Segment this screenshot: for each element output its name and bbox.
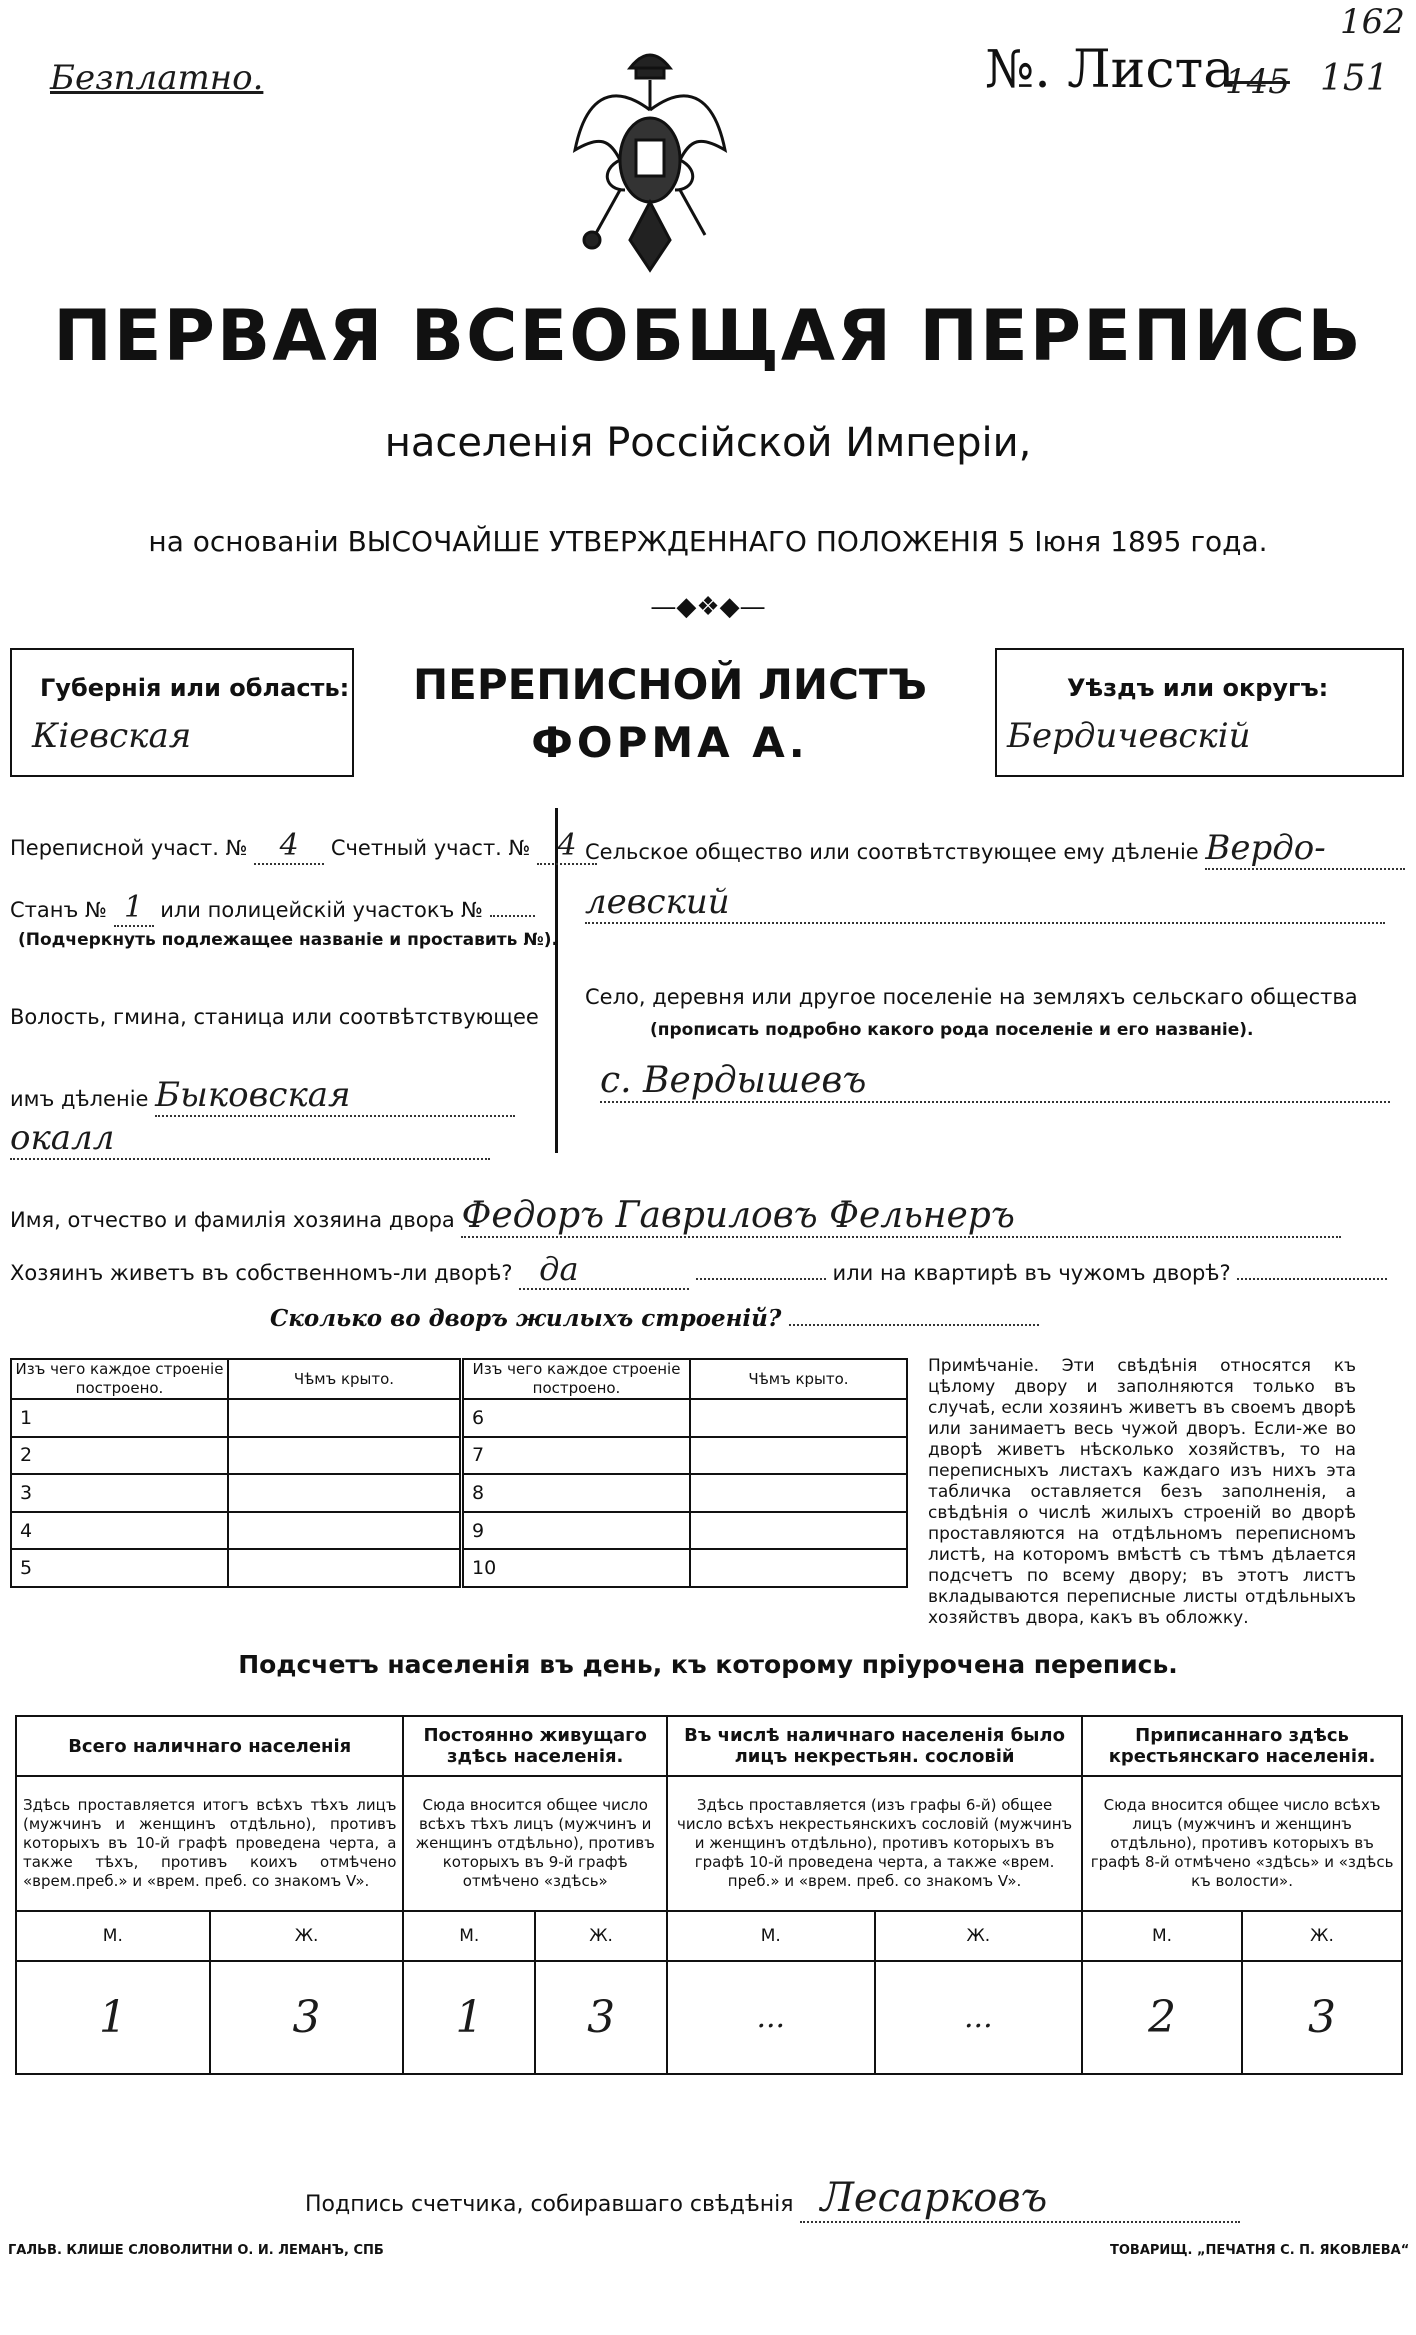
owner-name-label: Имя, отчество и фамилія хозяина двора xyxy=(10,1208,455,1232)
population-col-title: Постоянно живущаго здѣсь населенія. xyxy=(403,1716,667,1776)
census-area-row xyxy=(10,828,597,865)
sheet-number-crossed: 145 xyxy=(1225,62,1290,102)
population-value: ... xyxy=(667,1961,875,2074)
stan-value: 1 xyxy=(114,890,154,927)
stan-row xyxy=(10,890,535,927)
sheet-number-label: №. Листа xyxy=(985,40,1235,100)
village-value: с. Вердышевъ xyxy=(600,1060,1390,1103)
population-col-desc: Здѣсь проставляется (изъ графы 6-й) общее число всѣхъ некрестьянскихъ сословій (мужчинъ и женщинъ отдѣльно), противъ которыхъ въ графѣ 10-й проведена черта, а также «врем. преб.» и «врем. преб. со знакомъ V». xyxy=(667,1776,1082,1911)
society-value: Вердо- xyxy=(1205,828,1405,870)
stan-label: Станъ № xyxy=(10,898,107,922)
female-header: Ж. xyxy=(1242,1911,1402,1961)
village-label: Село, деревня или другое поселеніе на земляхъ сельскаго общества xyxy=(585,985,1358,1009)
signature-row xyxy=(305,2175,1240,2223)
stan-note: (Подчеркнуть подлежащее названіе и проставить №). xyxy=(18,930,558,950)
population-heading: Подсчетъ населенія въ день, къ которому пріурочена перепись. xyxy=(238,1650,1178,1679)
count-area-label: Счетный участ. № xyxy=(330,836,531,860)
province-box xyxy=(10,648,354,777)
division-label: имъ дѣленіе xyxy=(10,1087,149,1111)
sheet-number-value: 151 xyxy=(1320,58,1389,99)
corner-number: 162 xyxy=(1340,2,1405,42)
population-value: 2 xyxy=(1082,1961,1242,2074)
own-yard-value: да xyxy=(519,1250,689,1290)
building-row-num: 6 xyxy=(462,1399,691,1437)
rent-label: или на квартирѣ въ чужомъ дворѣ? xyxy=(832,1261,1231,1285)
page-title: ПЕРВАЯ ВСЕОБЩАЯ ПЕРЕПИСЬ xyxy=(53,295,1363,377)
buildings-header-roof: Чѣмъ крыто. xyxy=(228,1359,462,1399)
district-box xyxy=(995,648,1404,777)
population-col-desc: Здѣсь проставляется итогъ всѣхъ тѣхъ лицъ (мужчинъ и женщинъ отдѣльно), противъ которыхъ въ 10-й графѣ проведена черта, а также тѣхъ, противъ коихъ отмѣчено «врем.преб.» и «врем. преб. со знакомъ V». xyxy=(16,1776,403,1911)
district-label: Уѣздъ или округъ: xyxy=(1067,674,1329,702)
owner-name-row xyxy=(10,1195,1341,1238)
society-label: Сельское общество или соотвѣтствующее ему дѣленіе xyxy=(585,840,1199,864)
building-row-num: 1 xyxy=(11,1399,228,1437)
population-table xyxy=(15,1715,1403,2075)
census-area-value: 4 xyxy=(254,828,324,865)
building-row-num: 2 xyxy=(11,1437,228,1475)
buildings-note: Примѣчаніе. Эти свѣдѣнія относятся къ цѣлому двору и заполняются только въ случаѣ, если хозяинъ живетъ въ своемъ дворѣ или занимаетъ весь чужой дворъ. Если-же во дворѣ живетъ нѣсколько хозяйствъ, то на переписныхъ листахъ каждаго изъ нихъ эта табличка оставляется безъ заполненія, а свѣдѣнія о числѣ жилыхъ строеній во дворѣ проставляются на отдѣльномъ переписномъ листѣ, на которомъ вмѣстѣ съ тѣмъ дѣлается подсчетъ по всему двору; въ этотъ листъ вкладываются переписные листы отдѣльныхъ хозяйствъ двора, какъ въ обложку. xyxy=(928,1356,1356,1628)
province-label: Губернія или область: xyxy=(40,674,350,702)
building-row-num: 5 xyxy=(11,1549,228,1587)
female-header: Ж. xyxy=(210,1911,404,1961)
page-subtitle: населенія Россійской Имперіи, xyxy=(384,420,1032,466)
male-header: М. xyxy=(16,1911,210,1961)
signature-value: Лесарковъ xyxy=(800,2175,1240,2223)
population-col-title: Приписаннаго здѣсь крестьянскаго населенія. xyxy=(1082,1716,1402,1776)
female-header: Ж. xyxy=(875,1911,1083,1961)
building-row-num: 9 xyxy=(462,1512,691,1550)
population-value: 1 xyxy=(16,1961,210,2074)
male-header: М. xyxy=(667,1911,875,1961)
village-note: (прописать подробно какого рода поселеніе и его названіе). xyxy=(650,1020,1254,1040)
buildings-table xyxy=(10,1358,908,1588)
footer-right: ТОВАРИЩ. „ПЕЧАТНЯ С. П. ЯКОВЛЕВА“ xyxy=(1110,2243,1410,2258)
population-value: 1 xyxy=(403,1961,535,2074)
owner-name-value: Федоръ Гавриловъ Фельнеръ xyxy=(461,1195,1341,1238)
building-row-num: 3 xyxy=(11,1474,228,1512)
free-label: Безплатно. xyxy=(50,58,264,98)
buildings-header-material-2: Изъ чего каждое строеніе построено. xyxy=(462,1359,691,1399)
population-col-title: Въ числѣ наличнаго населенія было лицъ некрестьян. сословій xyxy=(667,1716,1082,1776)
division-row xyxy=(10,1075,515,1117)
census-area-label: Переписной участ. № xyxy=(10,836,248,860)
population-value: 3 xyxy=(1242,1961,1402,2074)
coat-of-arms-icon xyxy=(570,40,730,290)
division-value: Быковская xyxy=(155,1075,515,1117)
stan-rest: или полицейскій участокъ № xyxy=(160,898,483,922)
population-col-desc: Сюда вносится общее число всѣхъ тѣхъ лицъ (мужчинъ и женщинъ отдѣльно), противъ которыхъ въ 9-й графѣ отмѣчено «здѣсь» xyxy=(403,1776,667,1911)
population-value: 3 xyxy=(535,1961,667,2074)
buildings-row xyxy=(270,1305,1039,1332)
district-value: Бердичевскій xyxy=(1007,716,1251,756)
page-decree-line: на основаніи ВЫСОЧАЙШЕ УТВЕРЖДЕННАГО ПОЛОЖЕНІЯ 5 Іюня 1895 года. xyxy=(148,525,1268,558)
count-area-value: 4 xyxy=(537,828,597,865)
male-header: М. xyxy=(1082,1911,1242,1961)
building-row-num: 4 xyxy=(11,1512,228,1550)
own-yard-row xyxy=(10,1250,1387,1290)
own-yard-label: Хозяинъ живетъ въ собственномъ-ли дворѣ? xyxy=(10,1261,513,1285)
buildings-header-material: Изъ чего каждое строеніе построено. xyxy=(11,1359,228,1399)
building-row-num: 8 xyxy=(462,1474,691,1512)
male-header: М. xyxy=(403,1911,535,1961)
population-col-desc: Сюда вносится общее число всѣхъ лицъ (мужчинъ и женщинъ отдѣльно), противъ которыхъ въ графѣ 8-й отмѣчено «здѣсь» и «здѣсь къ волости». xyxy=(1082,1776,1402,1911)
footer-left: ГАЛЬВ. КЛИШЕ СЛОВОЛИТНИ О. И. ЛЕМАНЪ, СПБ xyxy=(8,2243,384,2258)
building-row-num: 10 xyxy=(462,1549,691,1587)
female-header: Ж. xyxy=(535,1911,667,1961)
signature-label: Подпись счетчика, собиравшаго свѣдѣнія xyxy=(305,2192,794,2217)
population-value: 3 xyxy=(210,1961,404,2074)
population-col-title: Всего наличнаго населенія xyxy=(16,1716,403,1776)
ornament-divider: —◆❖◆— xyxy=(650,592,766,622)
buildings-label: Сколько во дворъ жилыхъ строеній? xyxy=(270,1305,782,1332)
form-letter: ФОРМА А. xyxy=(531,718,809,767)
province-value: Кіевская xyxy=(32,716,192,756)
society-value-continued: левский xyxy=(585,882,1385,924)
buildings-header-roof-2: Чѣмъ крыто. xyxy=(690,1359,907,1399)
volost-label: Волость, гмина, станица или соотвѣтствующее xyxy=(10,1005,539,1029)
building-row-num: 7 xyxy=(462,1437,691,1475)
society-row xyxy=(585,828,1405,870)
division-value-continued: окалл xyxy=(10,1118,490,1160)
form-title: ПЕРЕПИСНОЙ ЛИСТЪ xyxy=(412,660,928,709)
population-value: ... xyxy=(875,1961,1083,2074)
